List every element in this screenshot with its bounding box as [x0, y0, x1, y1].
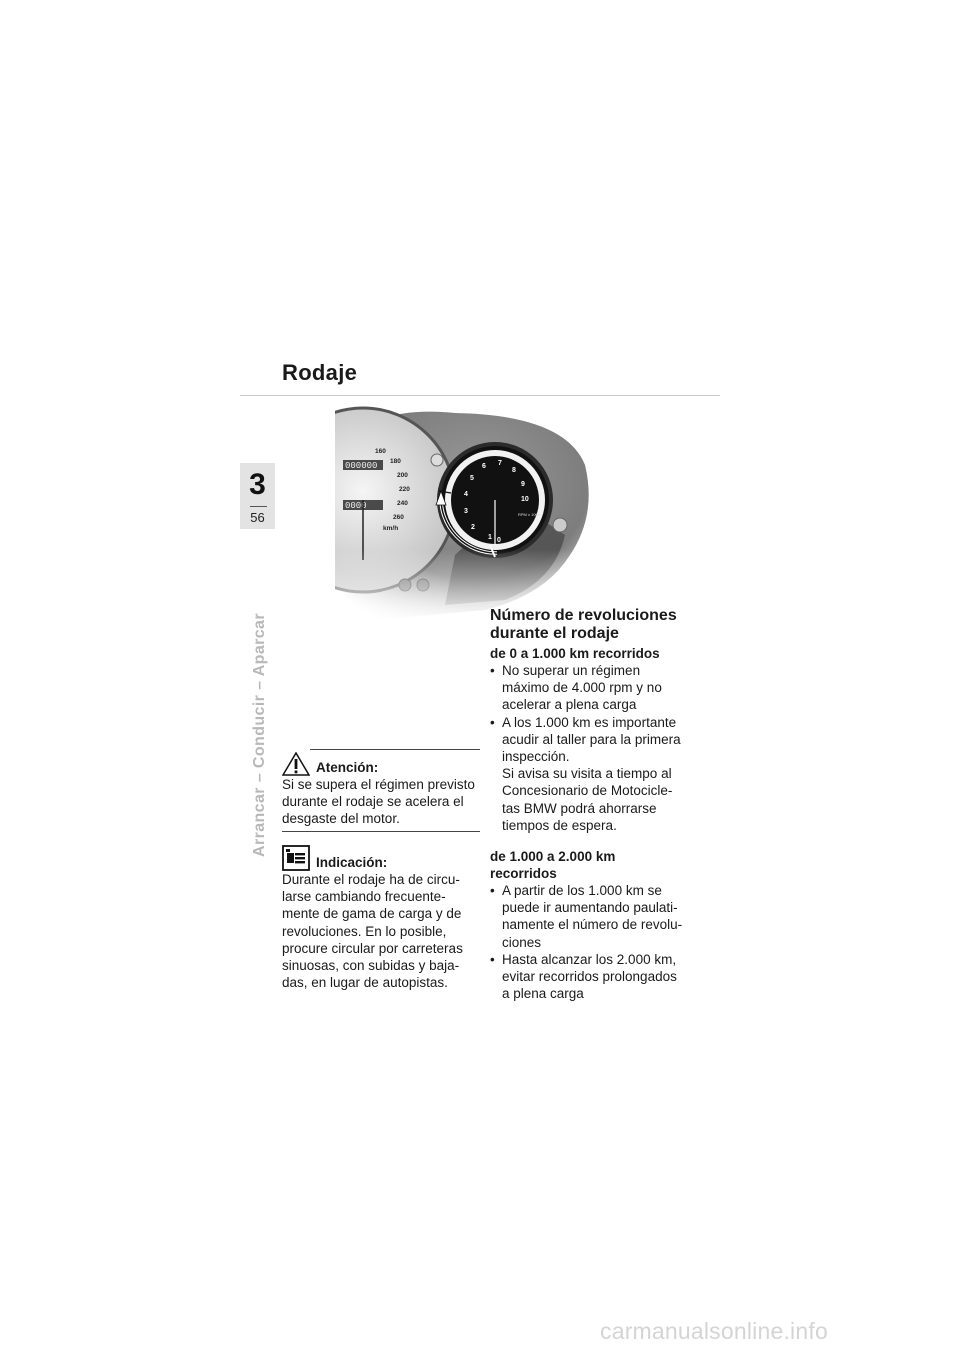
rpm-heading-line: Número de revoluciones [490, 607, 677, 624]
page-number: 56 [250, 510, 265, 525]
warning-heading: Atención: [316, 760, 379, 775]
warning-line: durante el rodaje se acelera el [282, 794, 464, 810]
header-rule [240, 395, 720, 396]
warning-icon [282, 752, 310, 776]
note-heading: Indicación: [316, 855, 388, 870]
instrument-cluster-figure [335, 405, 597, 627]
note-line: Durante el rodaje ha de circu- [282, 872, 460, 887]
stage1-heading: de 0 a 1.000 km recorridos [490, 646, 660, 661]
list-item: • A partir de los 1.000 km se puede ir aumentando paulati- namente el número de revolu- ciones [490, 883, 683, 950]
chapter-number: 3 [249, 468, 266, 501]
note-line: das, en lugar de autopistas. [282, 975, 448, 991]
stage2-heading-line: recorridos [490, 866, 557, 881]
note-line: revoluciones. En lo posible, [282, 923, 447, 939]
warning-line: Si se supera el régimen previsto [282, 777, 475, 792]
warning-box [282, 749, 480, 832]
list-item: • No superar un régimen máximo de 4.000 rpm y no acelerar a plena carga [490, 663, 662, 713]
note-line: procure circular por carreteras [282, 940, 463, 956]
list-item: • Hasta alcanzar los 2.000 km, evitar recorridos prolongados a plena carga [490, 951, 677, 1002]
list-item: • A los 1.000 km es importante acudir al taller para la primera inspección. Si avisa su visita a tiempo al Concesionario de Motocicle- tas BMW podrá ahorrarse tiempos de espera. [490, 714, 681, 833]
note-line: mente de gama de carga y de [282, 906, 462, 922]
note-box [282, 845, 482, 991]
stage2-section [490, 848, 710, 1002]
rpm-heading-line: durante el rodaje [490, 625, 619, 642]
stage1-list [490, 662, 710, 834]
page-title: Rodaje [282, 360, 358, 385]
stage2-list [490, 882, 710, 1002]
stage2-heading-line: de 1.000 a 2.000 km [490, 849, 616, 864]
note-line: sinuosas, con subidas y baja- [282, 958, 460, 974]
watermark: carmanualsonline.info [600, 1318, 828, 1344]
note-line: larse cambiando frecuente- [282, 889, 446, 905]
rpm-section [490, 607, 710, 834]
note-icon [282, 845, 310, 871]
section-title-vertical: Arrancar – Conducir – Aparcar [251, 613, 268, 857]
chapter-tab-divider [250, 506, 267, 507]
warning-line: desgaste del motor. [282, 811, 400, 827]
